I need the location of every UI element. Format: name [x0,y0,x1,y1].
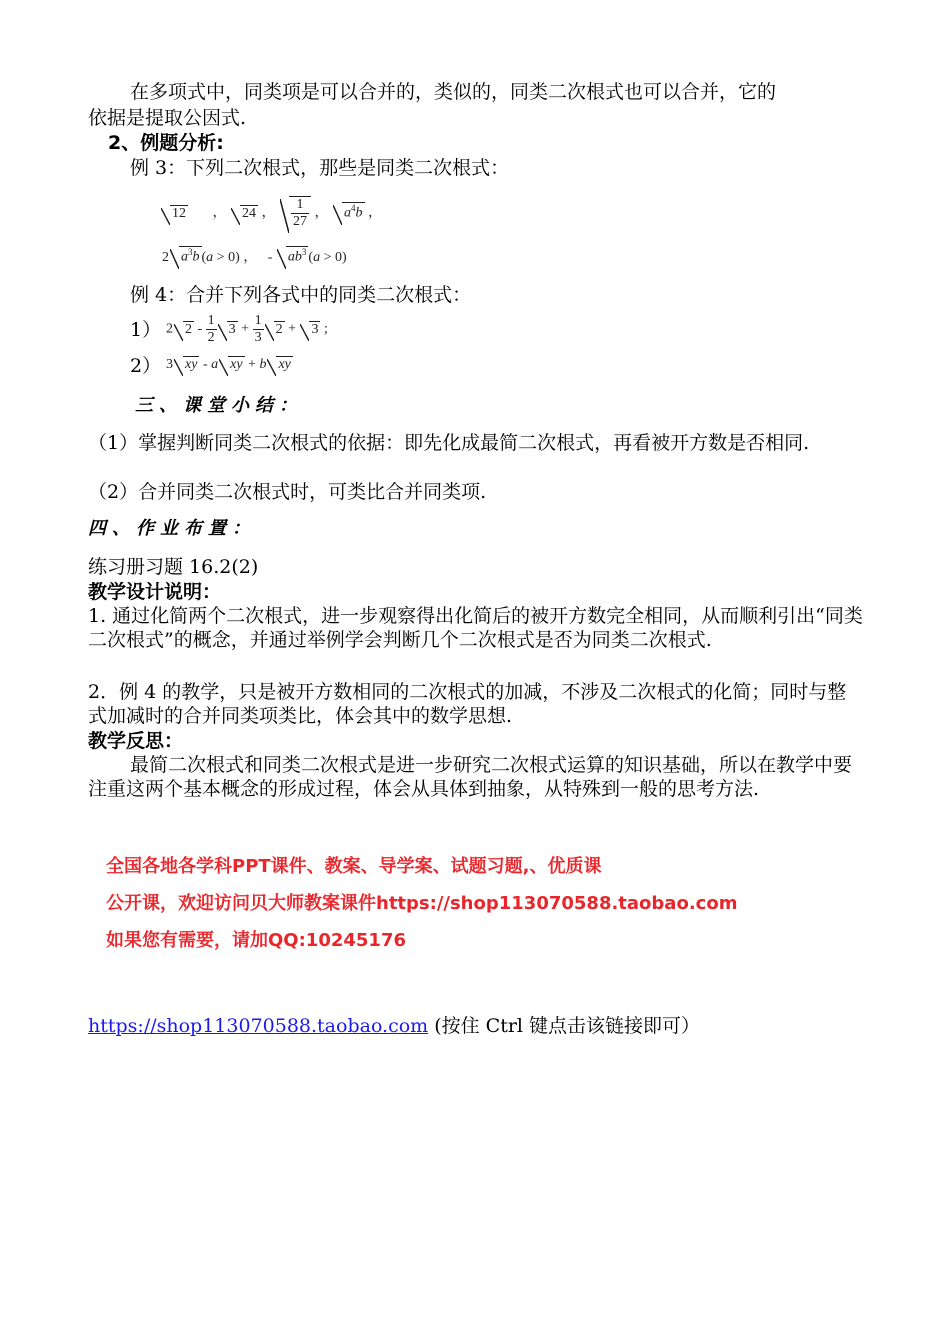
section-4-title: 四、作业布置： [88,518,256,539]
footer-note: (按住 Ctrl 键点击该链接即可） [428,1015,701,1037]
shop-link[interactable]: https://shop113070588.taobao.com [88,1015,429,1037]
design-notes-title: 教学设计说明： [88,581,222,603]
sqrt-a3b: $a^3b$ [170,246,202,266]
sqrt-a4b: $a^4b$ [333,202,365,222]
design-notes-paragraph-1: 1. 通过化简两个二次根式，进一步观察得出化简后的被开方数完全相同，从而顺利引出“同类二次根式”的概念，并通过举例学会判断几个二次根式是否为同类二次根式. [88,605,863,651]
example-3-title: 例 3：下列二次根式，那些是同类二次根式： [130,157,510,179]
example-3-formulas-row-1: 12 ， 24 ， $\frac{1}{27}$ ， $a^4b$ ， [160,196,382,230]
example-4-item-2-formula: 3 xy - a xy + b xy [166,357,291,372]
summary-paragraph-1: （1）掌握判断同类二次根式的依据：即先化成最简二次根式，再看被开方数是否相同. [88,432,810,454]
reflection-paragraph: 最简二次根式和同类二次根式是进一步研究二次根式运算的知识基础，所以在教学中要注重这两个基本概念的形成过程，体会从具体到抽象，从特殊到一般的思考方法. [88,754,853,800]
sqrt-12: 12 [161,205,188,222]
intro-line-2: 依据是提取公因式. [88,107,247,129]
design-notes-paragraph-2: 2．例 4 的教学，只是被开方数相同的二次根式的加减，不涉及二次根式的化简；同时与整式加减时的合并同类项类比，体会其中的数学思想. [88,681,847,727]
sqrt-ab3: $ab^3$ [277,246,309,266]
summary-paragraph-2: （2）合并同类二次根式时，可类比合并同类项. [88,481,487,503]
example-3-formulas-row-2: 2 $a^3b$ (a > 0) ， - $ab^3$ (a > 0) [162,247,347,265]
example-4-title: 例 4：合并下列各式中的同类二次根式： [130,284,472,306]
section-2-title: 2、例题分析: [108,132,224,154]
example-4-item-1-label: 1） [130,319,162,341]
sqrt-24: 24 [231,205,258,222]
ad-line-1: 全国各地各学科PPT课件、教案、导学案、试题习题,、优质课 [106,856,602,877]
ad-line-3: 如果您有需要，请加QQ:10245176 [106,930,406,951]
footer-line [88,1014,863,1038]
sqrt-frac-1-27: $\frac{1}{27}$ [280,196,311,230]
section-3-title: 三、课堂小结： [135,395,303,416]
example-4-item-2-label: 2） [130,355,162,377]
intro-line-1: 在多项式中，同类项是可以合并的，类似的，同类二次根式也可以合并，它的 [130,81,777,103]
reflection-title: 教学反思： [88,730,184,752]
homework-text: 练习册习题 16.2(2) [88,556,259,578]
example-4-item-1-formula: 2 2 - $\frac{1}{2}$ 3 + $\frac{1}{3}$ 2 + 3 ; [166,313,328,345]
ad-line-2: 公开课，欢迎访问贝大师教案课件https://shop113070588.taobao.com [106,893,738,914]
